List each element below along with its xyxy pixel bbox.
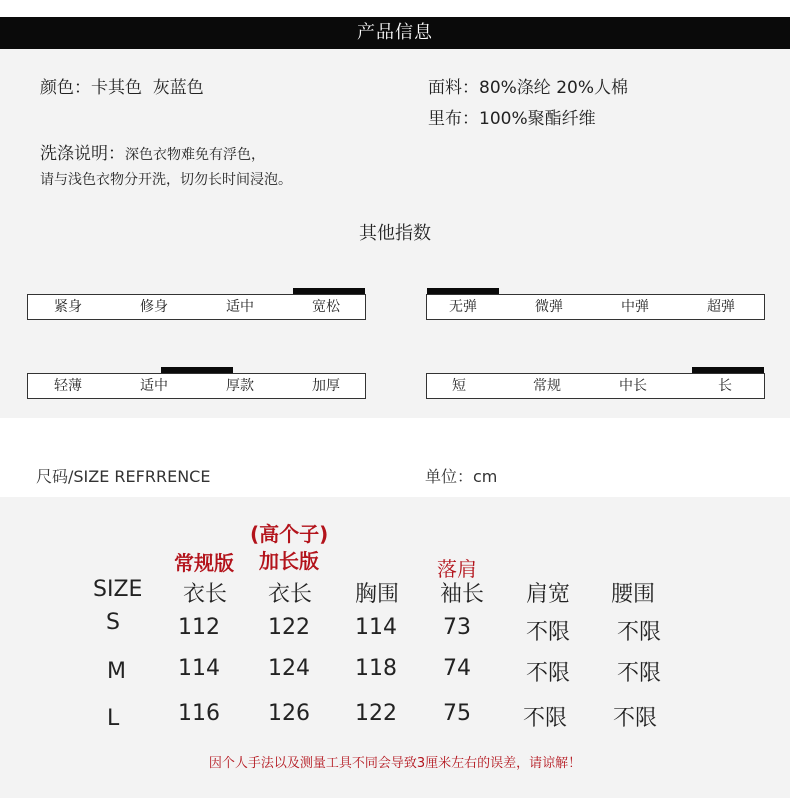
- table-cell: 116: [178, 701, 220, 726]
- wash-line2: 请与浅色衣物分开洗，切勿长时间浸泡。: [40, 172, 292, 188]
- drop-shoulder-annotation: 落肩: [437, 557, 477, 581]
- wash-row: [40, 139, 265, 164]
- fit-label: 适中: [226, 299, 254, 315]
- column-header: 肩宽: [526, 582, 571, 607]
- table-cell: 75: [443, 701, 471, 726]
- fabric-value: 80%涤纶 20%人棉: [479, 78, 628, 98]
- table-cell: 126: [268, 701, 310, 726]
- tall-annotation-line2: 加长版: [259, 549, 319, 573]
- color-value: 卡其色 灰蓝色: [91, 78, 204, 98]
- fit-scale: [27, 294, 366, 320]
- length-marker: [692, 367, 764, 373]
- elasticity-marker: [427, 288, 499, 294]
- lining-value: 100%聚酯纤维: [479, 109, 596, 129]
- table-cell: 不限: [617, 661, 662, 686]
- thickness-label: 加厚: [312, 378, 340, 394]
- size-cell: L: [107, 706, 120, 731]
- size-cell: M: [107, 659, 126, 684]
- fit-label: 紧身: [54, 299, 82, 315]
- column-header: 腰围: [611, 582, 656, 607]
- wash-label: 洗涤说明：: [40, 144, 125, 164]
- length-label: 短: [452, 378, 466, 394]
- color-row: [40, 73, 204, 98]
- length-scale: [426, 373, 765, 399]
- fit-label: 修身: [140, 299, 168, 315]
- column-header: 胸围: [355, 582, 400, 607]
- table-cell: 114: [355, 615, 397, 640]
- size-cell: S: [106, 610, 120, 635]
- wash-line1: 深色衣物难免有浮色，: [125, 147, 265, 163]
- column-header: 衣长: [183, 582, 228, 607]
- elasticity-label: 无弹: [449, 299, 477, 315]
- table-cell: 不限: [526, 620, 571, 645]
- tall-annotation: (高个子): [250, 522, 329, 546]
- thickness-marker: [161, 367, 233, 373]
- table-cell: 73: [443, 615, 471, 640]
- table-cell: 112: [178, 615, 220, 640]
- elasticity-label: 中弹: [621, 299, 649, 315]
- elasticity-scale: [426, 294, 765, 320]
- table-cell: 122: [268, 615, 310, 640]
- thickness-label: 适中: [140, 378, 168, 394]
- fabric-row: [428, 73, 628, 98]
- indices-title: 其他指数: [359, 223, 431, 244]
- elasticity-label: 微弹: [535, 299, 563, 315]
- size-reference-title: 尺码/SIZE REFRRENCE: [36, 467, 211, 486]
- table-cell: 118: [355, 656, 397, 681]
- column-header: 袖长: [440, 582, 485, 607]
- fit-label: 宽松: [312, 299, 340, 315]
- table-cell: 不限: [523, 706, 568, 731]
- unit-label: 单位：cm: [425, 467, 498, 486]
- regular-annotation: 常规版: [174, 551, 234, 575]
- fit-marker: [293, 288, 365, 294]
- table-cell: 122: [355, 701, 397, 726]
- table-cell: 74: [443, 656, 471, 681]
- column-header: 衣长: [268, 582, 313, 607]
- length-label: 中长: [619, 378, 647, 394]
- table-cell: 不限: [613, 706, 658, 731]
- color-label: 颜色：: [40, 78, 91, 98]
- length-label: 常规: [533, 378, 561, 394]
- elasticity-label: 超弹: [707, 299, 735, 315]
- table-cell: 114: [178, 656, 220, 681]
- size-header: SIZE: [93, 577, 143, 602]
- table-cell: 不限: [526, 661, 571, 686]
- thickness-label: 轻薄: [54, 378, 82, 394]
- page-title: 产品信息: [357, 22, 433, 43]
- length-label: 长: [718, 378, 732, 394]
- lining-label: 里布：: [428, 109, 479, 129]
- lining-row: [428, 104, 596, 129]
- table-cell: 124: [268, 656, 310, 681]
- table-cell: 不限: [617, 620, 662, 645]
- measurement-note: 因个人手法以及测量工具不同会导致3厘米左右的误差，请谅解！: [208, 756, 582, 771]
- thickness-scale: [27, 373, 366, 399]
- fabric-label: 面料：: [428, 78, 479, 98]
- thickness-label: 厚款: [226, 378, 254, 394]
